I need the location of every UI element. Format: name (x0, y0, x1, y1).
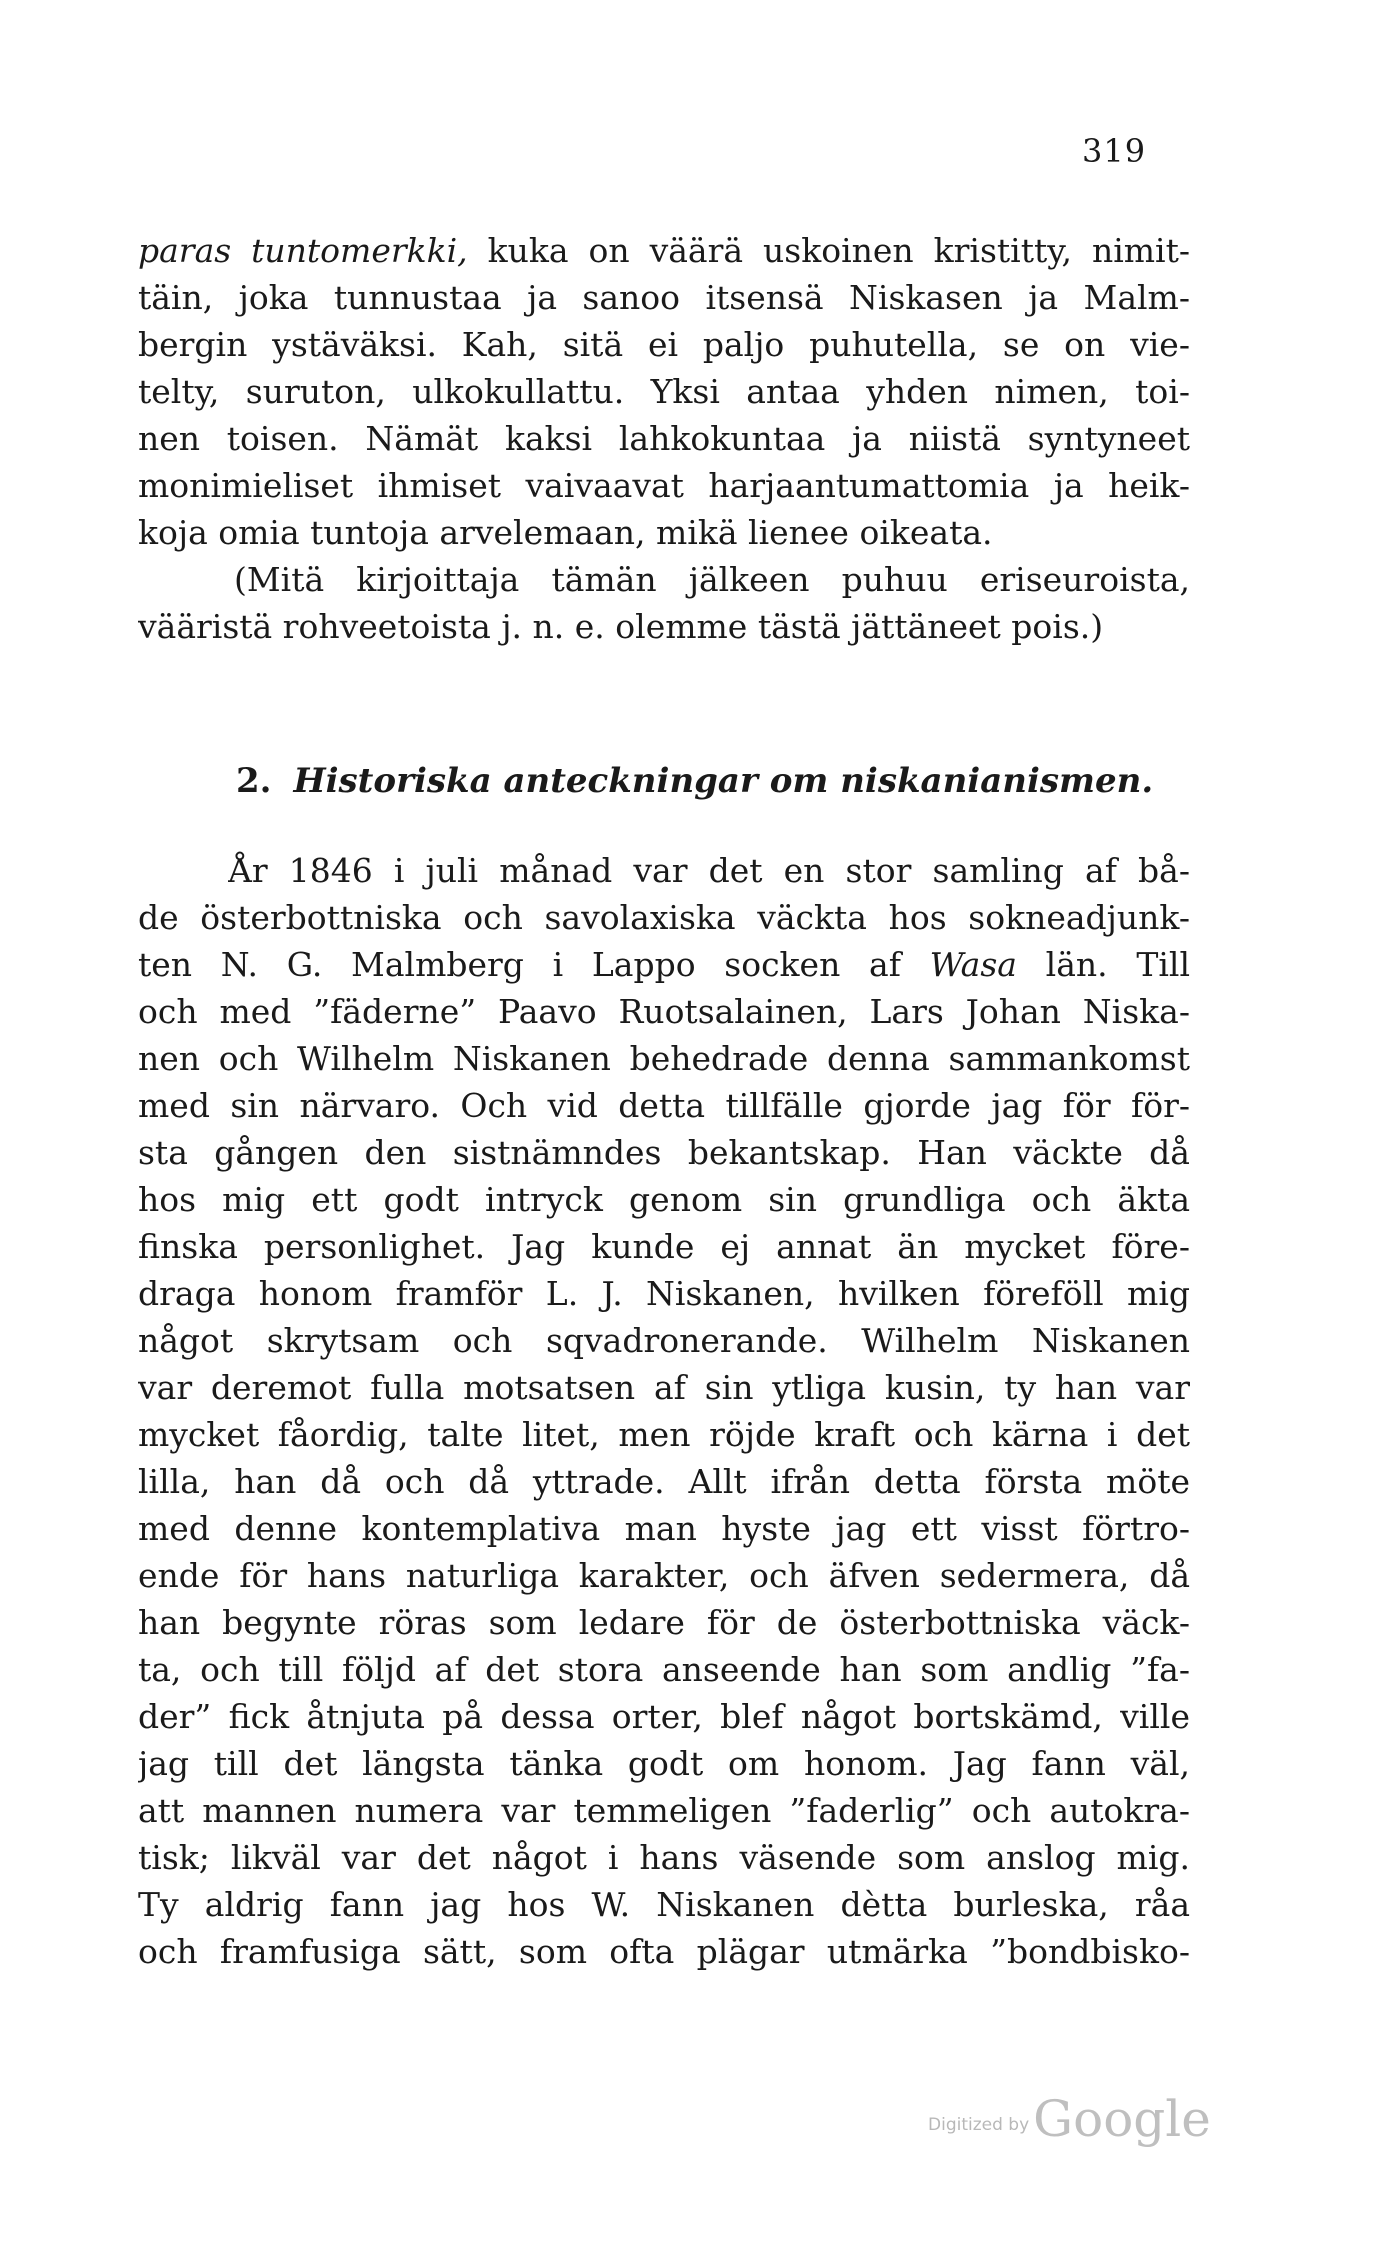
text-line (138, 895, 1190, 941)
page-number: 319 (1082, 132, 1147, 170)
line-text: något skrytsam och sqvadronerande. Wilhelm Niskanen (138, 1321, 1190, 1360)
text-line (138, 1036, 1190, 1082)
text-line (138, 1506, 1190, 1552)
line-text: vääristä rohveetoista j. n. e. olemme tästä jättäneet pois.) (138, 607, 1104, 646)
text-line (138, 989, 1190, 1035)
text-line (234, 557, 1190, 603)
line-text: täin, joka tunnustaa ja sanoo itsensä Niskasen ja Malm- (138, 278, 1190, 317)
line-text: kuka on väärä uskoinen kristitty, nimit- (467, 231, 1190, 270)
line-text: ta, och till följd af det stora anseende han som andlig ”fa- (138, 1650, 1190, 1689)
line-text: nen toisen. Nämät kaksi lahkokuntaa ja niistä syntyneet (138, 419, 1190, 458)
text-line (138, 1318, 1190, 1364)
line-text: sta gången den sistnämndes bekantskap. Han väckte då (138, 1133, 1190, 1172)
line-text: tisk; likväl var det något i hans väsende som anslog mig. (138, 1838, 1190, 1877)
text-line (138, 1553, 1190, 1599)
text-line (138, 1271, 1190, 1317)
line-text: att mannen numera var temmeligen ”faderlig” och autokra- (138, 1791, 1190, 1830)
line-text: och framfusiga sätt, som ofta plägar utmärka ”bondbisko- (138, 1932, 1190, 1971)
text-line (138, 510, 1190, 556)
text-line (138, 1177, 1190, 1223)
line-text: nen och Wilhelm Niskanen behedrade denna sammankomst (138, 1039, 1190, 1078)
line-text: och med ”fäderne” Paavo Ruotsalainen, Lars Johan Niska- (138, 992, 1190, 1031)
section-heading (236, 758, 1153, 804)
line-text: han begynte röras som ledare för de österbottniska väck- (138, 1603, 1190, 1642)
line-text: telty, suruton, ulkokullattu. Yksi antaa yhden nimen, toi- (138, 372, 1190, 411)
text-line (138, 1224, 1190, 1270)
line-text: År 1846 i juli månad var det en stor samling af bå- (228, 851, 1190, 890)
text-line (138, 1788, 1190, 1834)
line-text: (Mitä kirjoittaja tämän jälkeen puhuu eriseuroista, (234, 560, 1190, 599)
text-line (138, 275, 1190, 321)
line-text: län. Till (1016, 945, 1190, 984)
text-line (138, 228, 1190, 274)
text-line (138, 942, 1190, 988)
text-line (138, 1459, 1190, 1505)
line-text: ten N. G. Malmberg i Lappo socken af (138, 945, 930, 984)
text-line (138, 1694, 1190, 1740)
text-line (138, 416, 1190, 462)
text-line (138, 463, 1190, 509)
line-text: finska personlighet. Jag kunde ej annat än mycket före- (138, 1227, 1190, 1266)
italic-phrase: paras tuntomerkki, (138, 231, 468, 270)
text-line (138, 1600, 1190, 1646)
text-line (138, 1647, 1190, 1693)
text-line (138, 369, 1190, 415)
digitized-watermark (928, 2090, 1211, 2148)
text-line (138, 1412, 1190, 1458)
line-text: Ty aldrig fann jag hos W. Niskanen dètta burleska, råa (138, 1885, 1190, 1924)
line-text: ende för hans naturliga karakter, och äfven sedermera, då (138, 1556, 1190, 1595)
line-text: jag till det längsta tänka godt om honom. Jag fann väl, (138, 1744, 1190, 1783)
text-line (138, 1929, 1190, 1975)
line-text: lilla, han då och då yttrade. Allt ifrån detta första möte (138, 1462, 1190, 1501)
italic-place-name: Wasa (929, 945, 1017, 984)
text-line (138, 1365, 1190, 1411)
line-text: der” fick åtnjuta på dessa orter, blef något bortskämd, ville (138, 1697, 1190, 1736)
text-line (138, 1835, 1190, 1881)
text-line (138, 1882, 1190, 1928)
section-title: Historiska anteckningar om niskanianismen. (293, 761, 1154, 801)
line-text: bergin ystäväksi. Kah, sitä ei paljo puhutella, se on vie- (138, 325, 1190, 364)
text-line (138, 1130, 1190, 1176)
line-text: var deremot fulla motsatsen af sin ytliga kusin, ty han var (138, 1368, 1190, 1407)
text-line (138, 604, 1190, 650)
line-text: koja omia tuntoja arvelemaan, mikä lienee oikeata. (138, 513, 993, 552)
line-text: med sin närvaro. Och vid detta tillfälle gjorde jag för för- (138, 1086, 1190, 1125)
google-logo: Google (1033, 2090, 1211, 2148)
line-text: monimieliset ihmiset vaivaavat harjaantumattomia ja heik- (138, 466, 1190, 505)
line-text: de österbottniska och savolaxiska väckta hos sokneadjunk- (138, 898, 1190, 937)
line-text: draga honom framför L. J. Niskanen, hvilken föreföll mig (138, 1274, 1190, 1313)
text-line (228, 848, 1190, 894)
line-text: hos mig ett godt intryck genom sin grundliga och äkta (138, 1180, 1190, 1219)
line-text: med denne kontemplativa man hyste jag ett visst förtro- (138, 1509, 1190, 1548)
text-line (138, 322, 1190, 368)
line-text: mycket fåordig, talte litet, men röjde kraft och kärna i det (138, 1415, 1190, 1454)
text-line (138, 1741, 1190, 1787)
section-number: 2. (236, 761, 272, 801)
text-line (138, 1083, 1190, 1129)
watermark-prefix: Digitized by (928, 2115, 1030, 2135)
